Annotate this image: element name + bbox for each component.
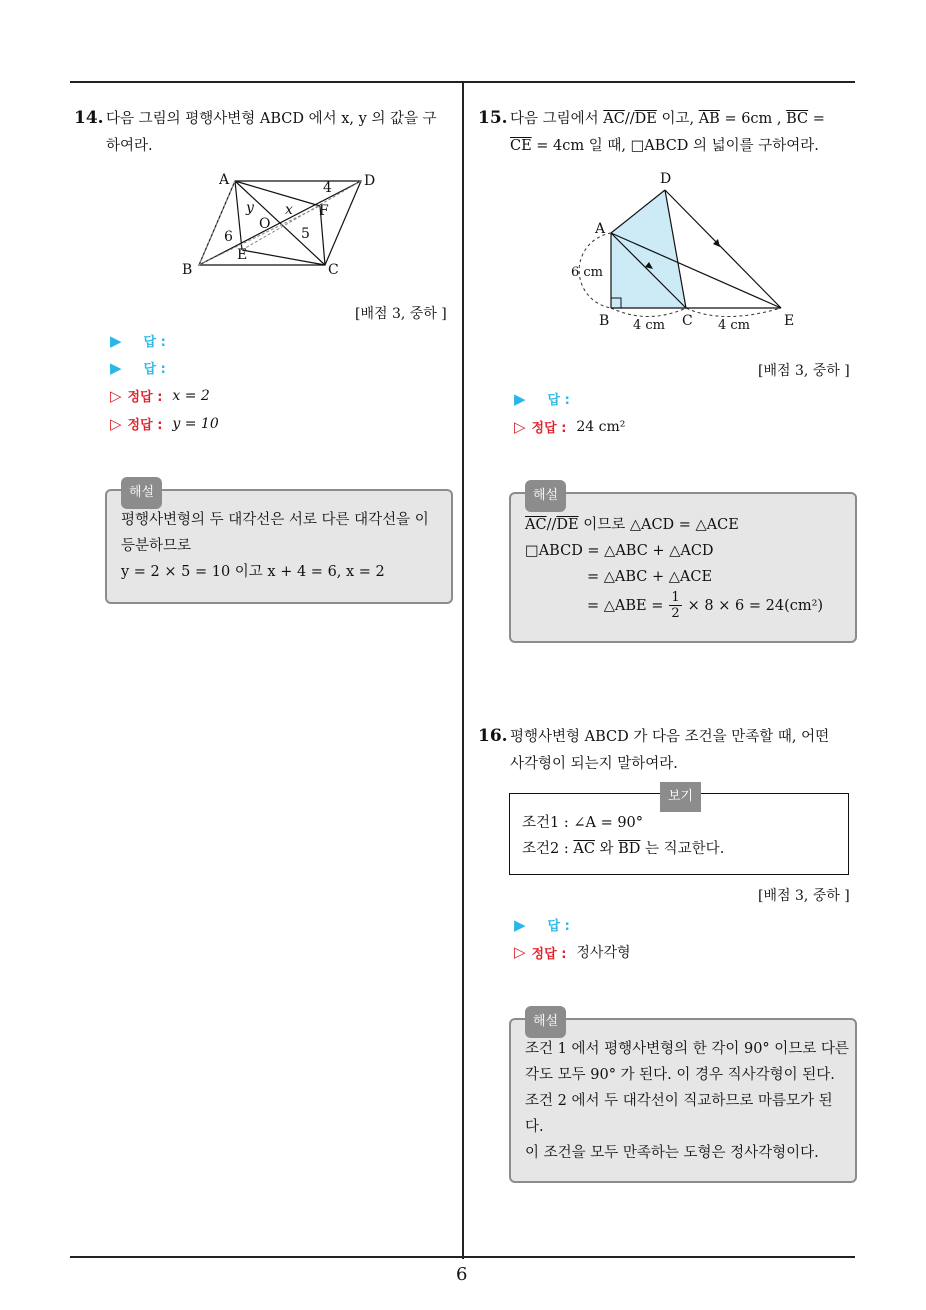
- label-5: 5: [301, 226, 310, 242]
- play-outline-icon: ▷: [514, 417, 526, 436]
- condition-2: 조건2 : $\overline{AC}$ 와 $\overline{BD}$ 는 직교한다.: [522, 841, 725, 857]
- question-number: 14.: [74, 108, 104, 128]
- solution-line: 등분하므로: [121, 538, 192, 554]
- solution-line: 조건 1 에서 평행사변형의 한 각이 90° 이므로 다른: [525, 1041, 849, 1057]
- solution-tag: 해설: [525, 1006, 566, 1038]
- label-d: D: [660, 171, 672, 187]
- question-text-line2: 하여라.: [106, 138, 153, 154]
- segment-ec: [242, 250, 325, 265]
- label-ab-length: 6 cm: [571, 265, 604, 280]
- play-outline-icon: ▷: [110, 414, 122, 433]
- label-4: 4: [323, 180, 332, 196]
- correct-answer-row-2: [110, 414, 219, 433]
- solution-tag: 해설: [525, 480, 566, 512]
- play-icon: ▶: [514, 389, 526, 408]
- correct-answer-row-1: [110, 386, 210, 405]
- score-label: [배점 3, 중하 ]: [758, 888, 850, 904]
- solution-line: 평행사변형의 두 대각선은 서로 다른 대각선을 이: [121, 512, 429, 528]
- question-text-line1: 평행사변형 ABCD 가 다음 조건을 만족할 때, 어떤: [510, 729, 830, 745]
- solution-line: 다.: [525, 1119, 544, 1135]
- label-c: C: [682, 313, 693, 329]
- diagonal-bd: [199, 181, 361, 265]
- answer-label: 답 :: [143, 362, 166, 377]
- play-outline-icon: ▷: [110, 386, 122, 405]
- bottom-rule: [70, 1256, 855, 1258]
- question-number: 15.: [478, 108, 508, 128]
- solution-line: □ABCD = △ABC + △ACD: [525, 543, 714, 559]
- label-e: E: [784, 313, 795, 329]
- correct-answer-label: 정답 :: [531, 946, 567, 962]
- correct-answer-label: 정답 :: [531, 421, 567, 436]
- label-e: E: [237, 247, 248, 263]
- condition-box: [509, 789, 849, 875]
- correct-answer-value: y = 10: [172, 415, 219, 432]
- play-icon: ▶: [110, 331, 122, 350]
- question-text-line1: 다음 그림에서 $\overline{AC}//\overline{DE}$ 이고, $\overline{AB} = 6cm$ , $\overline{BC}$ =: [510, 111, 825, 127]
- condition-box-tag: 보기: [660, 782, 701, 812]
- solution-box: [509, 488, 857, 643]
- label-a: A: [219, 172, 230, 188]
- answer-label: 답 :: [547, 919, 570, 934]
- answer-row: [514, 915, 570, 934]
- question-text-line2: 사각형이 되는지 말하여라.: [510, 756, 678, 772]
- solution-line: = △ABC + △ACE: [587, 569, 713, 585]
- label-c: C: [328, 262, 339, 278]
- play-outline-icon: ▷: [514, 943, 526, 961]
- label-ce-length: 4 cm: [718, 318, 751, 333]
- question-number: 16.: [478, 726, 508, 746]
- solution-line: 각도 모두 90° 가 된다. 이 경우 직사각형이 된다.: [525, 1067, 835, 1083]
- segment-ae: [235, 181, 242, 250]
- answer-label: 답 :: [547, 393, 570, 408]
- label-a: A: [595, 221, 606, 237]
- dimension-arcs: [611, 308, 781, 317]
- correct-answer-value: x = 2: [172, 387, 210, 404]
- answer-row-2: [110, 358, 166, 377]
- solution-line: $\overline{AC}//\overline{DE}$ 이므로 △ACD = △ACE: [525, 517, 739, 533]
- quadrilateral-figure: [565, 165, 805, 335]
- correct-answer-label: 정답 :: [127, 390, 163, 405]
- solution-line: 조건 2 에서 두 대각선이 직교하므로 마름모가 된: [525, 1093, 833, 1109]
- solution-line: = △ABE = $\frac{1}{2}$ × 8 × 6 = 24(cm²): [587, 590, 824, 621]
- answer-row: [514, 389, 570, 408]
- correct-answer-row: [514, 417, 625, 436]
- play-icon: ▶: [514, 915, 526, 934]
- solution-line: y = 2 × 5 = 10 이고 x + 4 = 6, x = 2: [121, 564, 385, 580]
- correct-answer-row: [514, 942, 631, 962]
- question-text-line1: 다음 그림의 평행사변형 ABCD 에서 x, y 의 값을 구: [106, 111, 437, 127]
- label-y: y: [246, 200, 254, 216]
- label-6: 6: [224, 229, 233, 245]
- correct-answer-value: 정사각형: [576, 945, 631, 961]
- condition-1: 조건1 : ∠A = 90°: [522, 815, 644, 831]
- label-x: x: [285, 202, 293, 218]
- label-f: F: [319, 203, 329, 219]
- answer-label: 답 :: [143, 335, 166, 350]
- label-d: D: [364, 173, 376, 189]
- score-label: [배점 3, 중하 ]: [355, 306, 447, 322]
- label-o: O: [259, 216, 271, 232]
- column-divider: [462, 81, 464, 1259]
- question-text-line2: $\overline{CE} = 4cm$ 일 때, □ABCD 의 넓이를 구하여라.: [510, 138, 819, 154]
- solution-tag: 해설: [121, 477, 162, 509]
- page-number: 6: [456, 1264, 468, 1285]
- solution-box: [509, 1014, 857, 1183]
- fraction-half: $\frac{1}{2}$: [671, 590, 680, 621]
- label-b: B: [599, 313, 610, 329]
- label-b: B: [182, 262, 193, 278]
- correct-answer-value: 24 cm²: [576, 418, 626, 435]
- solution-box: [105, 485, 453, 604]
- label-bc-length: 4 cm: [633, 318, 666, 333]
- play-icon: ▶: [110, 358, 122, 377]
- score-label: [배점 3, 중하 ]: [758, 363, 850, 379]
- correct-answer-label: 정답 :: [127, 418, 163, 433]
- solution-line: 이 조건을 모두 만족하는 도형은 정사각형이다.: [525, 1145, 819, 1161]
- parallelogram-figure: [175, 168, 405, 280]
- answer-row-1: [110, 331, 166, 350]
